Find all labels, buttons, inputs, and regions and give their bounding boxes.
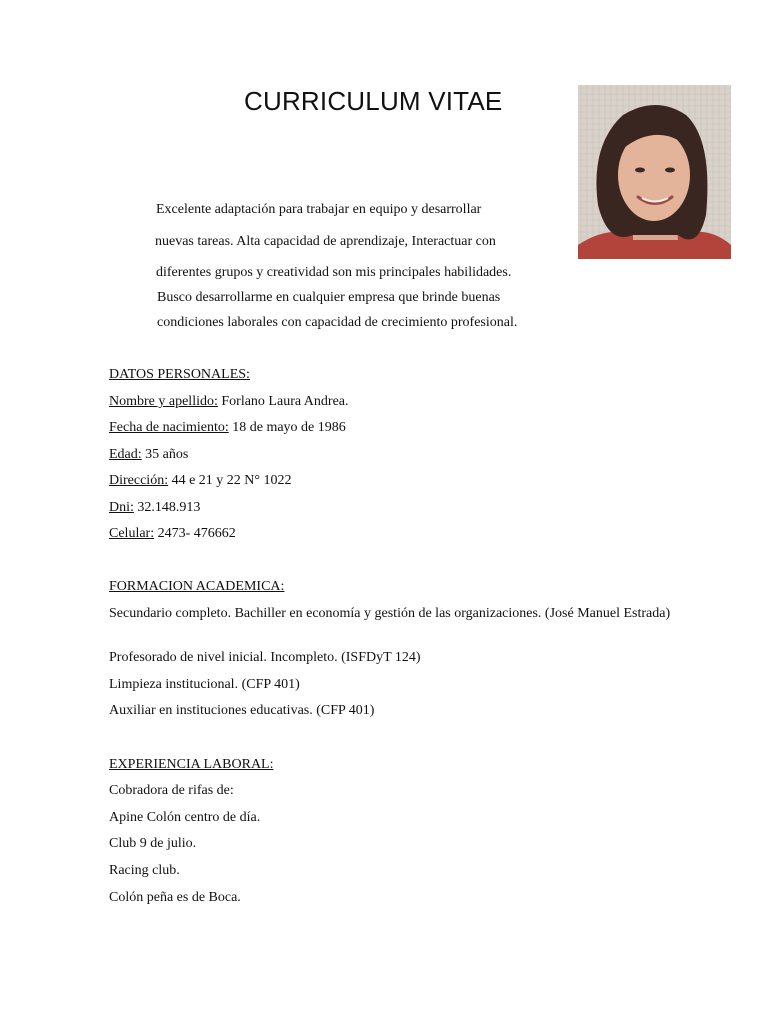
birth-value: 18 de mayo de 1986	[228, 420, 346, 435]
education-heading: FORMACION ACADEMICA:	[109, 579, 285, 594]
summary-line-1: Excelente adaptación para trabajar en equipo y desarrollar	[156, 202, 482, 217]
profile-photo	[578, 85, 731, 259]
name-value: Forlano Laura Andrea.	[217, 394, 349, 409]
experience-heading: EXPERIENCIA LABORAL:	[109, 757, 274, 772]
education-item: Limpieza institucional. (CFP 401)	[109, 677, 300, 692]
summary-line-4: Busco desarrollarme en cualquier empresa que brinde buenas	[157, 290, 501, 305]
education-item: Profesorado de nivel inicial. Incompleto. (ISFDyT 124)	[109, 650, 421, 665]
age-row	[109, 446, 188, 464]
address-row	[109, 472, 292, 490]
name-label: Nombre y apellido:	[109, 394, 218, 409]
personal-heading: DATOS PERSONALES:	[109, 367, 250, 382]
address-value: 44 e 21 y 22 N° 1022	[168, 473, 292, 488]
experience-item: Colón peña es de Boca.	[109, 890, 241, 905]
birth-row	[109, 419, 346, 437]
name-row	[109, 393, 349, 411]
age-label: Edad:	[109, 447, 142, 462]
phone-label: Celular:	[109, 526, 155, 541]
cv-title: CURRICULUM VITAE	[244, 86, 503, 116]
summary-line-2: nuevas tareas. Alta capacidad de aprendizaje, Interactuar con	[155, 234, 496, 249]
phone-value: 2473- 476662	[154, 526, 236, 541]
age-value: 35 años	[141, 447, 189, 462]
education-item: Secundario completo. Bachiller en economía y gestión de las organizaciones. (José Manuel Estrada)	[109, 606, 671, 621]
dni-label: Dni:	[109, 500, 134, 515]
phone-row	[109, 525, 236, 543]
experience-item: Racing club.	[109, 863, 180, 878]
birth-label: Fecha de nacimiento:	[109, 420, 229, 435]
experience-item: Club 9 de julio.	[109, 836, 197, 851]
summary-line-5: condiciones laborales con capacidad de crecimiento profesional.	[157, 315, 518, 330]
experience-item: Cobradora de rifas de:	[109, 783, 234, 798]
dni-value: 32.148.913	[133, 500, 201, 515]
dni-row	[109, 499, 200, 517]
experience-item: Apine Colón centro de día.	[109, 810, 261, 825]
address-label: Dirección:	[109, 473, 169, 488]
summary-line-3: diferentes grupos y creatividad son mis principales habilidades.	[156, 265, 512, 280]
education-item: Auxiliar en instituciones educativas. (CFP 401)	[109, 703, 375, 718]
